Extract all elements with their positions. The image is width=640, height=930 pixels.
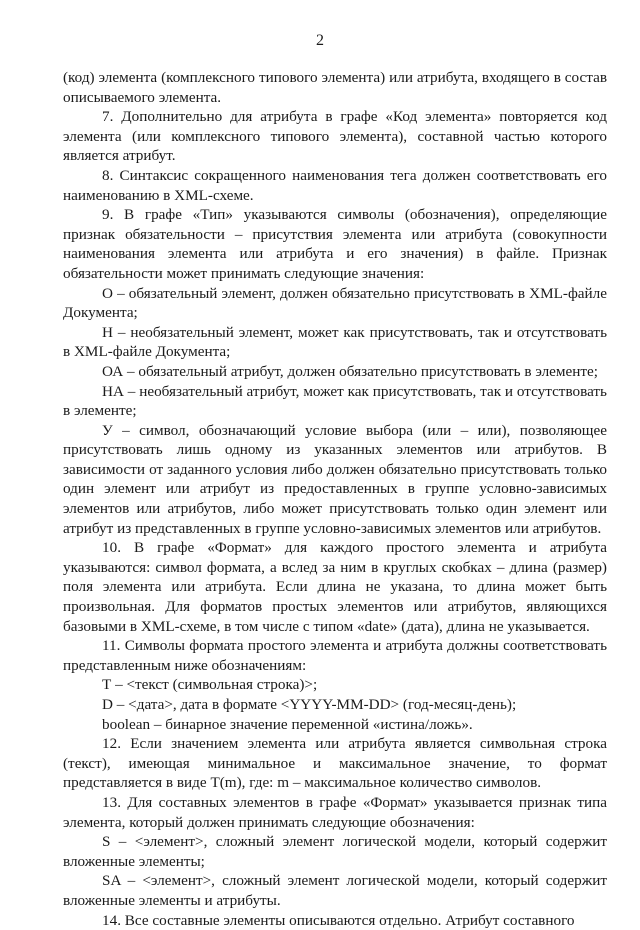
format-boolean-definition: boolean – бинарное значение переменной «истина/ложь». bbox=[102, 715, 473, 733]
document-body bbox=[63, 68, 607, 930]
paragraph-item-9: 9. В графе «Тип» указываются символы (обозначения), определяющие признак обязательности – присутствия элемента или атрибута (совокупности наименования элемента или атрибута и его значения) в файле. Признак обязательности может принимать следующие значения: bbox=[63, 206, 607, 282]
paragraph-item-12: 12. Если значением элемента или атрибута является символьная строка (текст), имеющая минимальное и максимальное значение, то формат представляется в виде Т(m), где: m – максимальное количество символов. bbox=[63, 735, 607, 792]
value-u-definition: У – символ, обозначающий условие выбора (или – или), позволяющее присутствовать лишь одному из указанных элементов или атрибутов. В зависимости от заданного условия либо должен обязательно присутствовать только один элемент или атрибут из предоставленных в группе условно-зависимых элементов или атрибутов, либо может присутствовать только один элемент или атрибут из представленных в группе условно-зависимых элементов или атрибутов. bbox=[63, 421, 607, 537]
value-n-definition: Н – необязательный элемент, может как присутствовать, так и отсутствовать в XML-файле Документа; bbox=[63, 323, 607, 361]
value-o-definition: О – обязательный элемент, должен обязательно присутствовать в XML-файле Документа; bbox=[63, 284, 607, 322]
value-oa-definition: ОА – обязательный атрибут, должен обязательно присутствовать в элементе; bbox=[102, 362, 598, 380]
paragraph-item-7: 7. Дополнительно для атрибута в графе «Код элемента» повторяется код элемента (или комплексного типового элемента), составной частью которого является атрибут. bbox=[63, 108, 607, 165]
page-number: 2 bbox=[316, 32, 324, 49]
paragraph-continuation: (код) элемента (комплексного типового элемента) или атрибута, входящего в состав описываемого элемента. bbox=[63, 69, 607, 106]
value-na-definition: НА – необязательный атрибут, может как присутствовать, так и отсутствовать в элементе; bbox=[63, 382, 607, 420]
paragraph-item-8: 8. Синтаксис сокращенного наименования тега должен соответствовать его наименованию в XML-схеме. bbox=[63, 166, 607, 204]
paragraph-item-14: 14. Все составные элементы описываются отдельно. Атрибут составного bbox=[102, 911, 575, 929]
paragraph-item-13: 13. Для составных элементов в графе «Формат» указывается признак типа элемента, который должен принимать следующие обозначения: bbox=[63, 793, 607, 831]
paragraph-item-10: 10. В графе «Формат» для каждого простого элемента и атрибута указываются: символ формата, а вслед за ним в круглых скобках – длина (размер) поля элемента или атрибута. Если длина не указана, то длина может быть произвольная. Для форматов простых элементов или атрибутов, являющихся базовыми в XML-схеме, в том числе с типом «date» (дата), длина не указывается. bbox=[63, 539, 607, 635]
format-s-definition: S – <элемент>, сложный элемент логической модели, который содержит вложенные элементы; bbox=[63, 833, 607, 870]
paragraph-item-11: 11. Символы формата простого элемента и атрибута должны соответствовать представленным ниже обозначениям: bbox=[63, 637, 607, 674]
format-sa-definition: SA – <элемент>, сложный элемент логической модели, который содержит вложенные элементы и атрибуты. bbox=[63, 872, 607, 909]
format-t-definition: Т – <текст (символьная строка)>; bbox=[102, 676, 318, 694]
format-d-definition: D – <дата>, дата в формате <YYYY-MM-DD> (год-месяц-день); bbox=[102, 696, 517, 713]
